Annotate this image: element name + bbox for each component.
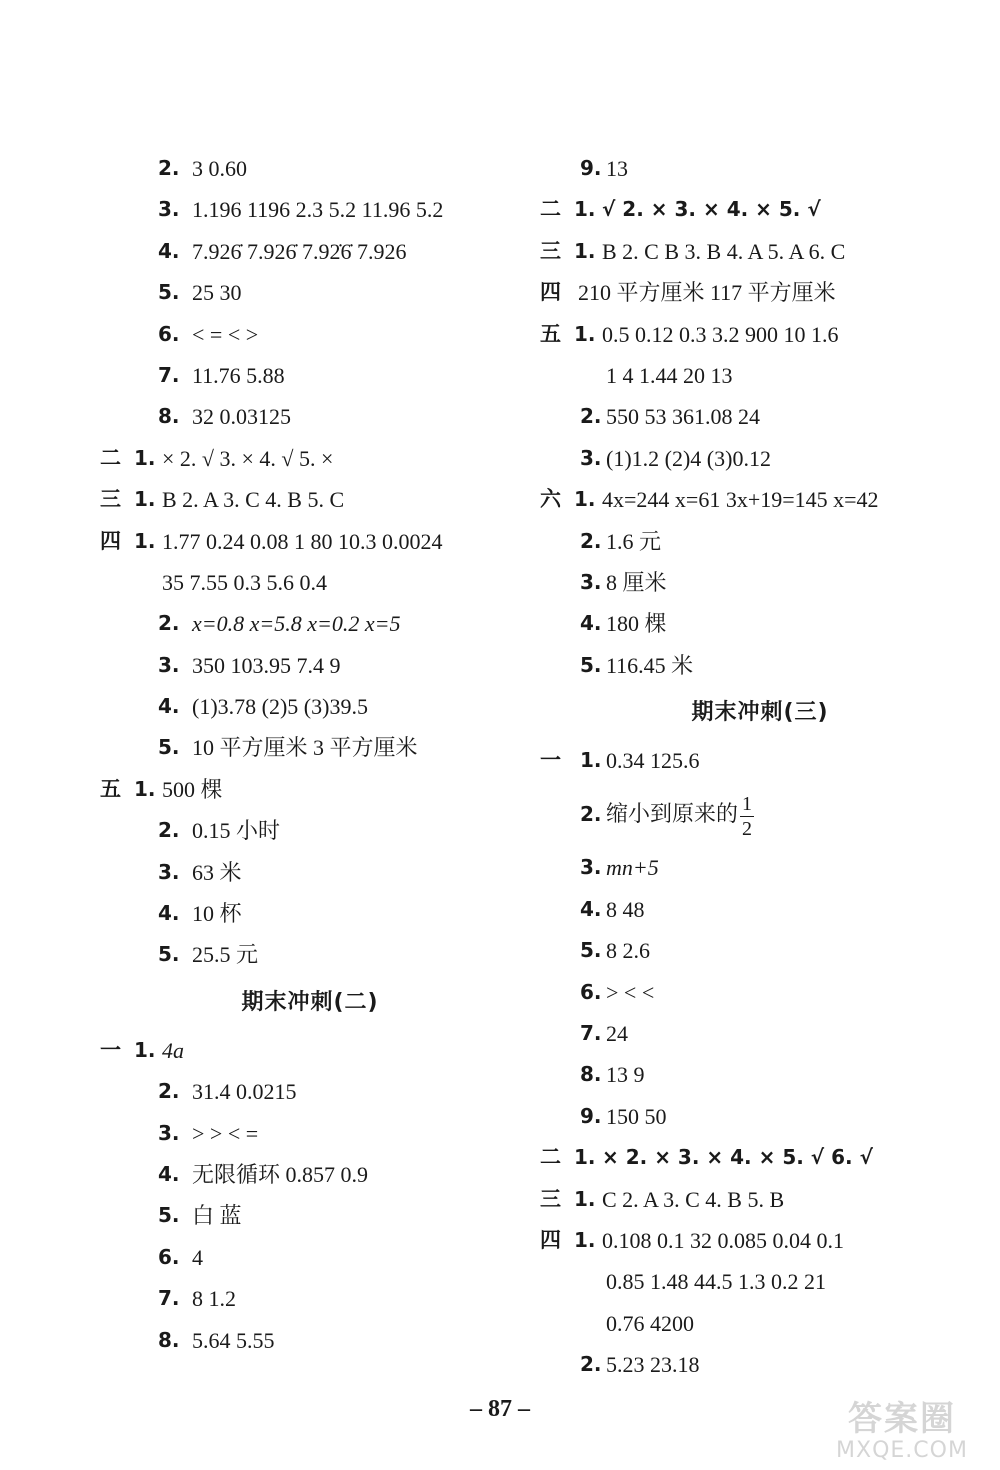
- answer-text: 31.4 0.0215: [192, 1079, 297, 1105]
- answer-text: 0.85 1.48 44.5 1.3 0.2 21: [606, 1269, 826, 1295]
- answer-row: [100, 686, 520, 727]
- answer-text: 116.45 米: [606, 652, 694, 678]
- answer-row: [100, 148, 520, 189]
- answer-text: 13 9: [606, 1062, 645, 1088]
- answer-text: × 2. × 3. × 4. × 5. √ 6. √: [602, 1145, 873, 1170]
- answer-row: [540, 930, 980, 971]
- answer-text: 0.108 0.1 32 0.085 0.04 0.1: [602, 1227, 844, 1253]
- section-label: 五: [540, 321, 561, 346]
- answer-row: [540, 479, 980, 520]
- section-label: 二: [540, 1145, 561, 1170]
- answer-row: [100, 645, 520, 686]
- answer-row: [540, 231, 980, 272]
- answer-text: 8 48: [606, 896, 645, 922]
- answer-row: [540, 603, 980, 644]
- answer-text: 25.5 元: [192, 942, 259, 968]
- item-number: 2.: [580, 528, 602, 553]
- fraction-denominator: 2: [742, 817, 753, 840]
- answer-row: [540, 355, 980, 396]
- item-number: 3.: [158, 652, 180, 677]
- answer-text: 8 1.2: [192, 1286, 236, 1312]
- fraction-numerator: 1: [742, 792, 753, 815]
- answer-text: 1.77 0.24 0.08 1 80 10.3 0.0024: [162, 528, 443, 554]
- item-number: 5.: [158, 1203, 180, 1228]
- answer-text: (1)3.78 (2)5 (3)39.5: [192, 694, 368, 720]
- answer-text: > < <: [606, 979, 655, 1005]
- answer-text: B 2. A 3. C 4. B 5. C: [162, 487, 345, 513]
- item-number: 5.: [580, 938, 602, 963]
- item-number: 5.: [158, 280, 180, 305]
- section-label: 三: [540, 1186, 561, 1211]
- answer-row: [540, 1220, 980, 1261]
- item-number: 1.: [574, 1145, 596, 1170]
- section-label: 一: [100, 1037, 121, 1062]
- answer-text: 1 4 1.44 20 13: [606, 362, 733, 388]
- section-title: 期末冲刺(二): [241, 989, 379, 1015]
- item-number: 7.: [158, 1286, 180, 1311]
- answer-row: [100, 603, 520, 644]
- answer-text: 无限循环 0.857 0.9: [192, 1161, 369, 1187]
- answer-text: 8 2.6: [606, 938, 650, 964]
- answer-text: x=0.8 x=5.8 x=0.2 x=5: [192, 611, 401, 637]
- item-number: 1.: [134, 445, 156, 470]
- answer-row: [540, 272, 980, 313]
- item-number: 1.: [574, 197, 596, 222]
- answer-row: [100, 272, 520, 313]
- answer-text: 25 30: [192, 280, 242, 306]
- item-number: 1.: [574, 1186, 596, 1211]
- answer-text: 3 0.60: [192, 156, 247, 181]
- answer-row: [100, 934, 520, 975]
- section-label: 四: [100, 528, 121, 553]
- item-number: 6.: [580, 979, 602, 1004]
- answer-row: [100, 1154, 520, 1195]
- item-number: 2.: [158, 156, 180, 180]
- item-number: 8.: [580, 1062, 602, 1087]
- section-label: 四: [540, 1227, 561, 1252]
- item-number: 1.: [134, 487, 156, 512]
- item-number: 6.: [158, 1244, 180, 1269]
- answer-row: [540, 438, 980, 479]
- answer-row: [100, 314, 520, 355]
- item-number: 8.: [158, 1327, 180, 1352]
- answer-row: [540, 781, 980, 847]
- answer-row: [540, 1013, 980, 1054]
- answer-row: [540, 1261, 980, 1302]
- answer-row: [100, 769, 520, 810]
- section-label: 五: [100, 776, 121, 801]
- item-number: 3.: [580, 569, 602, 594]
- answer-text: 13: [606, 156, 628, 181]
- answer-text: × 2. √ 3. × 4. √ 5. ×: [162, 445, 334, 471]
- item-number: 2.: [580, 404, 602, 429]
- answer-row: [100, 189, 520, 230]
- answer-text: 500 棵: [162, 776, 223, 802]
- item-number: 7.: [580, 1021, 602, 1046]
- answer-row: [540, 972, 980, 1013]
- watermark-logo: [822, 1400, 982, 1466]
- item-number: 5.: [580, 652, 602, 677]
- answer-row: [100, 1113, 520, 1154]
- answer-text: > > < =: [192, 1120, 259, 1146]
- item-number: 1.: [574, 487, 596, 512]
- answer-row: [100, 396, 520, 437]
- item-number: 1.: [574, 321, 596, 346]
- item-number: 4.: [158, 238, 180, 263]
- answer-text: 10 平方厘米 3 平方厘米: [192, 735, 418, 761]
- answer-text: B 2. C B 3. B 4. A 5. A 6. C: [602, 238, 846, 264]
- item-number: 3.: [158, 197, 180, 222]
- section-label: 六: [540, 487, 561, 512]
- item-number: 3.: [158, 859, 180, 884]
- item-number: 2.: [158, 1079, 180, 1104]
- answer-text: [606, 781, 754, 847]
- answer-row: [540, 889, 980, 930]
- item-number: 4.: [158, 1161, 180, 1186]
- item-number: 4.: [158, 901, 180, 926]
- item-number: 1.: [574, 1227, 596, 1252]
- fraction: [740, 794, 754, 839]
- answer-row: [540, 314, 980, 355]
- answer-text: 7.926̇ 7.926̇ 7.92̇6̇ 7.926: [192, 238, 407, 264]
- answer-text: 4x=244 x=61 3x+19=145 x=42: [602, 487, 879, 513]
- answer-row: [100, 562, 520, 603]
- item-number: 1.: [134, 776, 156, 801]
- answer-row: [100, 355, 520, 396]
- answer-text: 0.15 小时: [192, 818, 281, 844]
- item-number: 1.: [134, 528, 156, 553]
- answer-row: [100, 1320, 520, 1361]
- page-number: – 87 –: [470, 1396, 530, 1422]
- answer-text: 35 7.55 0.3 5.6 0.4: [162, 569, 327, 595]
- answer-row: [540, 521, 980, 562]
- item-number: 1.: [134, 1037, 156, 1062]
- answer-row: [100, 1278, 520, 1319]
- answer-row: [540, 740, 980, 781]
- item-number: 3.: [158, 1120, 180, 1145]
- item-number: 2.: [158, 818, 180, 843]
- item-number: 2.: [158, 611, 180, 636]
- answer-row: [540, 1054, 980, 1095]
- answer-text-prefix: 缩小到原来的: [606, 801, 739, 827]
- answer-text: 24: [606, 1021, 628, 1047]
- answer-text: 1.196 1196 2.3 5.2 11.96 5.2: [192, 197, 444, 223]
- answer-row: [100, 521, 520, 562]
- section-label: 二: [540, 197, 561, 222]
- item-number: 5.: [158, 735, 180, 760]
- item-number: 3.: [580, 445, 602, 470]
- answer-row: [100, 1071, 520, 1112]
- answer-text: √ 2. × 3. × 4. × 5. √: [602, 197, 821, 222]
- item-number: 2.: [580, 1352, 602, 1377]
- answer-row: [100, 1195, 520, 1236]
- item-number: 2.: [580, 802, 602, 827]
- answer-text: 0.34 125.6: [606, 748, 700, 774]
- answer-row: [100, 893, 520, 934]
- answer-row: [100, 810, 520, 851]
- watermark-text: 答案圈: [848, 1399, 956, 1439]
- answer-text: 150 50: [606, 1103, 667, 1129]
- item-number: 5.: [158, 942, 180, 967]
- item-number: 6.: [158, 321, 180, 346]
- answer-text: 1.6 元: [606, 528, 662, 554]
- answer-text: 550 53 361.08 24: [606, 404, 760, 430]
- answer-row: [540, 148, 980, 189]
- section-label: 三: [100, 487, 121, 512]
- section-label: 二: [100, 445, 121, 470]
- answer-text: 11.76 5.88: [192, 362, 285, 388]
- answer-text: 5.23 23.18: [606, 1352, 700, 1378]
- answer-text: 32 0.03125: [192, 404, 291, 430]
- answer-text: < = < >: [192, 321, 259, 347]
- answer-row: [540, 1344, 980, 1385]
- answer-row: [540, 1303, 980, 1344]
- item-number: 1.: [580, 748, 602, 773]
- answer-text: mn+5: [606, 855, 659, 881]
- answer-text: 63 米: [192, 859, 242, 885]
- section-title: 期末冲刺(三): [691, 700, 829, 726]
- answer-row: [540, 847, 980, 888]
- answer-text: 4: [192, 1244, 203, 1270]
- answer-row: [100, 231, 520, 272]
- answer-row: [540, 645, 980, 686]
- answer-row: [540, 189, 980, 230]
- answer-text: 350 103.95 7.4 9: [192, 652, 341, 678]
- answer-text: 4a: [162, 1037, 184, 1063]
- item-number: 7.: [158, 362, 180, 387]
- answer-text: 白 蓝: [192, 1203, 242, 1229]
- item-number: 9.: [580, 156, 602, 180]
- answer-row: [100, 852, 520, 893]
- section-label: 四: [540, 280, 561, 305]
- answer-text: 8 厘米: [606, 569, 667, 595]
- answer-text: 210 平方厘米 117 平方厘米: [578, 280, 836, 306]
- right-column: [540, 148, 980, 1386]
- left-column: [100, 148, 520, 1361]
- answer-row: [100, 438, 520, 479]
- item-number: 3.: [580, 855, 602, 880]
- item-number: 8.: [158, 404, 180, 429]
- section-label: 一: [540, 748, 561, 773]
- answer-row: [540, 1137, 980, 1178]
- answer-row: [540, 1096, 980, 1137]
- section-label: 三: [540, 238, 561, 263]
- answer-text: 10 杯: [192, 901, 242, 927]
- answer-text: 0.5 0.12 0.3 3.2 900 10 1.6: [602, 321, 839, 347]
- item-number: 1.: [574, 238, 596, 263]
- item-number: 4.: [580, 896, 602, 921]
- item-number: 4.: [580, 611, 602, 636]
- answer-row: [540, 562, 980, 603]
- answer-row: [100, 479, 520, 520]
- answer-row: [100, 1237, 520, 1278]
- item-number: 4.: [158, 694, 180, 719]
- watermark-url: MXQE.COM: [836, 1438, 968, 1463]
- answer-text: 5.64 5.55: [192, 1327, 275, 1353]
- item-number: 9.: [580, 1103, 602, 1128]
- answer-row: [540, 1179, 980, 1220]
- answer-text: 180 棵: [606, 611, 667, 637]
- answer-text: 0.76 4200: [606, 1310, 694, 1336]
- answer-row: [540, 396, 980, 437]
- answer-text: C 2. A 3. C 4. B 5. B: [602, 1186, 785, 1212]
- answer-text: (1)1.2 (2)4 (3)0.12: [606, 445, 771, 471]
- answer-row: [100, 1030, 520, 1071]
- answer-row: [100, 727, 520, 768]
